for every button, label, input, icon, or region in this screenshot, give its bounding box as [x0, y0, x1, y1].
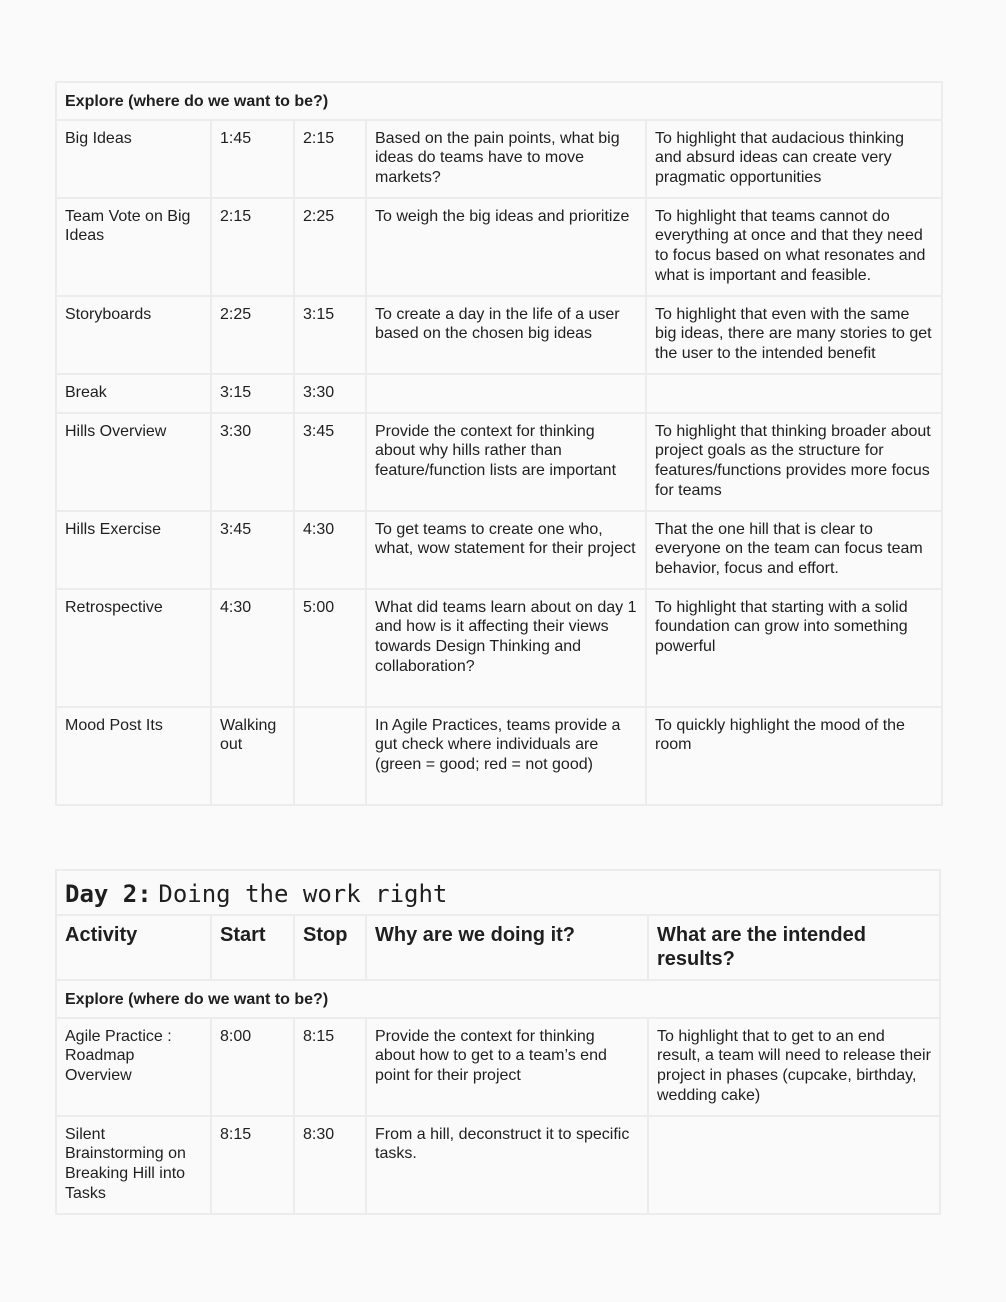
results-cell: To highlight that thinking broader about project goals as the structure for features/functions provides more focus for teams [646, 413, 942, 511]
activity-cell: Break [56, 374, 211, 413]
why-cell: To get teams to create one who, what, wow statement for their project [366, 511, 646, 589]
results-cell [648, 1116, 940, 1214]
section-row [56, 82, 942, 120]
stop-cell: 4:30 [294, 511, 366, 589]
table-row [56, 707, 942, 805]
stop-cell: 3:30 [294, 374, 366, 413]
day-title [56, 870, 940, 915]
table-row [56, 374, 942, 413]
activity-cell: Hills Overview [56, 413, 211, 511]
header-activity: Activity [56, 915, 211, 980]
day-number: Day 2: [65, 880, 152, 908]
results-cell: That the one hill that is clear to everyone on the team can focus team behavior, focus and effort. [646, 511, 942, 589]
start-cell: 8:00 [211, 1018, 294, 1116]
activity-cell: Big Ideas [56, 120, 211, 198]
why-cell: Provide the context for thinking about how to get to a team’s end point for their project [366, 1018, 648, 1116]
stop-cell: 8:15 [294, 1018, 366, 1116]
day-subtitle: Doing the work right [158, 880, 448, 908]
results-cell: To highlight that starting with a solid foundation can grow into something powerful [646, 589, 942, 707]
why-cell: What did teams learn about on day 1 and how is it affecting their views towards Design Thinking and collaboration? [366, 589, 646, 707]
stop-cell: 5:00 [294, 589, 366, 707]
stop-cell [294, 707, 366, 805]
table-row [56, 1018, 940, 1116]
day-title-row [56, 870, 940, 915]
why-cell: Based on the pain points, what big ideas do teams have to move markets? [366, 120, 646, 198]
stop-cell: 3:45 [294, 413, 366, 511]
results-cell [646, 374, 942, 413]
start-cell: 8:15 [211, 1116, 294, 1214]
header-start: Start [211, 915, 294, 980]
activity-cell: Storyboards [56, 296, 211, 374]
activity-cell: Silent Brainstorming on Breaking Hill into Tasks [56, 1116, 211, 1214]
stop-cell: 8:30 [294, 1116, 366, 1214]
table-row [56, 1116, 940, 1214]
results-cell: To highlight that teams cannot do everything at once and that they need to focus based on what resonates and what is important and feasible. [646, 198, 942, 296]
start-cell: 2:25 [211, 296, 294, 374]
stop-cell: 3:15 [294, 296, 366, 374]
results-cell: To highlight that even with the same big ideas, there are many stories to get the user to the intended benefit [646, 296, 942, 374]
results-cell: To highlight that to get to an end result, a team will need to release their project in phases (cupcake, birthday, wedding cake) [648, 1018, 940, 1116]
table-row [56, 198, 942, 296]
day1-schedule-table [55, 81, 943, 806]
why-cell: To weigh the big ideas and prioritize [366, 198, 646, 296]
table-row [56, 413, 942, 511]
start-cell: 3:30 [211, 413, 294, 511]
header-results: What are the intended results? [648, 915, 940, 980]
section-label: Explore (where do we want to be?) [56, 82, 942, 120]
results-cell: To quickly highlight the mood of the room [646, 707, 942, 805]
table-row [56, 511, 942, 589]
why-cell: Provide the context for thinking about why hills rather than feature/function lists are important [366, 413, 646, 511]
activity-cell: Mood Post Its [56, 707, 211, 805]
start-cell: Walking out [211, 707, 294, 805]
activity-cell: Agile Practice : Roadmap Overview [56, 1018, 211, 1116]
header-why: Why are we doing it? [366, 915, 648, 980]
start-cell: 4:30 [211, 589, 294, 707]
start-cell: 1:45 [211, 120, 294, 198]
why-cell: From a hill, deconstruct it to specific tasks. [366, 1116, 648, 1214]
why-cell [366, 374, 646, 413]
stop-cell: 2:25 [294, 198, 366, 296]
why-cell: In Agile Practices, teams provide a gut check where individuals are (green = good; red = not good) [366, 707, 646, 805]
results-cell: To highlight that audacious thinking and absurd ideas can create very pragmatic opportunities [646, 120, 942, 198]
header-stop: Stop [294, 915, 366, 980]
why-cell: To create a day in the life of a user based on the chosen big ideas [366, 296, 646, 374]
activity-cell: Team Vote on Big Ideas [56, 198, 211, 296]
section-label: Explore (where do we want to be?) [56, 980, 940, 1018]
start-cell: 2:15 [211, 198, 294, 296]
table-row [56, 120, 942, 198]
header-row [56, 915, 940, 980]
start-cell: 3:45 [211, 511, 294, 589]
stop-cell: 2:15 [294, 120, 366, 198]
activity-cell: Hills Exercise [56, 511, 211, 589]
start-cell: 3:15 [211, 374, 294, 413]
activity-cell: Retrospective [56, 589, 211, 707]
table-row [56, 589, 942, 707]
section-row [56, 980, 940, 1018]
day2-schedule-table [55, 869, 941, 1215]
table-row [56, 296, 942, 374]
